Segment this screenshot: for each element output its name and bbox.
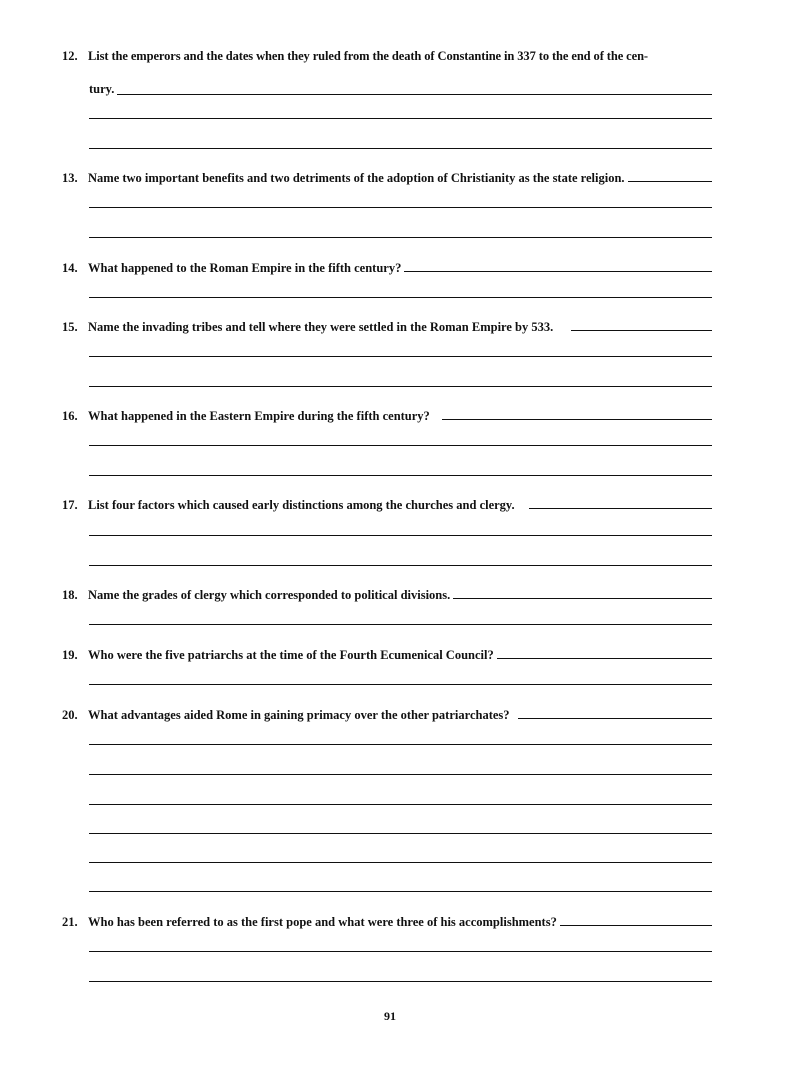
question-15 xyxy=(62,313,712,333)
question-number: 13. xyxy=(62,170,78,185)
question-21 xyxy=(62,908,712,928)
question-number: 17. xyxy=(62,497,78,512)
question-text-continuation: tury. xyxy=(89,82,115,96)
answer-line[interactable] xyxy=(89,297,712,298)
question-20 xyxy=(62,701,712,721)
answer-line[interactable] xyxy=(453,598,712,599)
answer-line[interactable] xyxy=(89,445,712,446)
question-14 xyxy=(62,254,712,274)
answer-line[interactable] xyxy=(89,535,712,536)
answer-line[interactable] xyxy=(89,744,712,745)
question-13 xyxy=(62,164,712,184)
question-number: 20. xyxy=(62,707,78,722)
answer-line[interactable] xyxy=(89,891,712,892)
question-text: What happened in the Eastern Empire during the fifth century? xyxy=(88,408,430,423)
answer-line[interactable] xyxy=(89,148,712,149)
answer-line[interactable] xyxy=(628,181,712,182)
answer-line[interactable] xyxy=(89,386,712,387)
question-16 xyxy=(62,402,712,422)
answer-line[interactable] xyxy=(497,658,712,659)
answer-line[interactable] xyxy=(89,684,712,685)
question-text: What happened to the Roman Empire in the fifth century? xyxy=(88,260,402,275)
question-19 xyxy=(62,641,712,661)
question-text: List the emperors and the dates when they ruled from the death of Constantine in 337 to the end of the cen- xyxy=(88,48,648,63)
answer-line[interactable] xyxy=(518,718,712,719)
answer-line[interactable] xyxy=(89,951,712,952)
answer-line[interactable] xyxy=(117,94,712,95)
question-18 xyxy=(62,581,712,601)
answer-line[interactable] xyxy=(571,330,712,331)
question-number: 19. xyxy=(62,647,78,662)
question-text: Who has been referred to as the first pope and what were three of his accomplishments? xyxy=(88,914,557,929)
question-number: 18. xyxy=(62,587,78,602)
question-17 xyxy=(62,491,712,511)
question-text: Name the invading tribes and tell where they were settled in the Roman Empire by 533. xyxy=(88,319,554,334)
question-text: Who were the five patriarchs at the time of the Fourth Ecumenical Council? xyxy=(88,647,494,662)
question-text: Name the grades of clergy which corresponded to political divisions. xyxy=(88,587,451,602)
answer-line[interactable] xyxy=(89,565,712,566)
answer-line[interactable] xyxy=(89,624,712,625)
answer-line[interactable] xyxy=(89,356,712,357)
question-12-continuation xyxy=(89,77,712,97)
question-number: 16. xyxy=(62,408,78,423)
answer-line[interactable] xyxy=(89,774,712,775)
question-number: 21. xyxy=(62,914,78,929)
answer-line[interactable] xyxy=(89,833,712,834)
answer-line[interactable] xyxy=(404,271,712,272)
question-number: 14. xyxy=(62,260,78,275)
question-text: Name two important benefits and two detriments of the adoption of Christianity as the state religion. xyxy=(88,170,625,185)
answer-line[interactable] xyxy=(560,925,712,926)
answer-line[interactable] xyxy=(89,981,712,982)
question-text: List four factors which caused early distinctions among the churches and clergy. xyxy=(88,497,515,512)
question-text: What advantages aided Rome in gaining primacy over the other patriarchates? xyxy=(88,707,510,722)
question-number: 15. xyxy=(62,319,78,334)
page-number: 91 xyxy=(384,1009,396,1023)
answer-line[interactable] xyxy=(89,475,712,476)
answer-line[interactable] xyxy=(89,207,712,208)
answer-line[interactable] xyxy=(89,237,712,238)
answer-line[interactable] xyxy=(89,862,712,863)
answer-line[interactable] xyxy=(89,118,712,119)
answer-line[interactable] xyxy=(442,419,712,420)
answer-line[interactable] xyxy=(89,804,712,805)
question-number: 12. xyxy=(62,48,78,63)
answer-line[interactable] xyxy=(529,508,712,509)
question-12 xyxy=(62,42,712,62)
